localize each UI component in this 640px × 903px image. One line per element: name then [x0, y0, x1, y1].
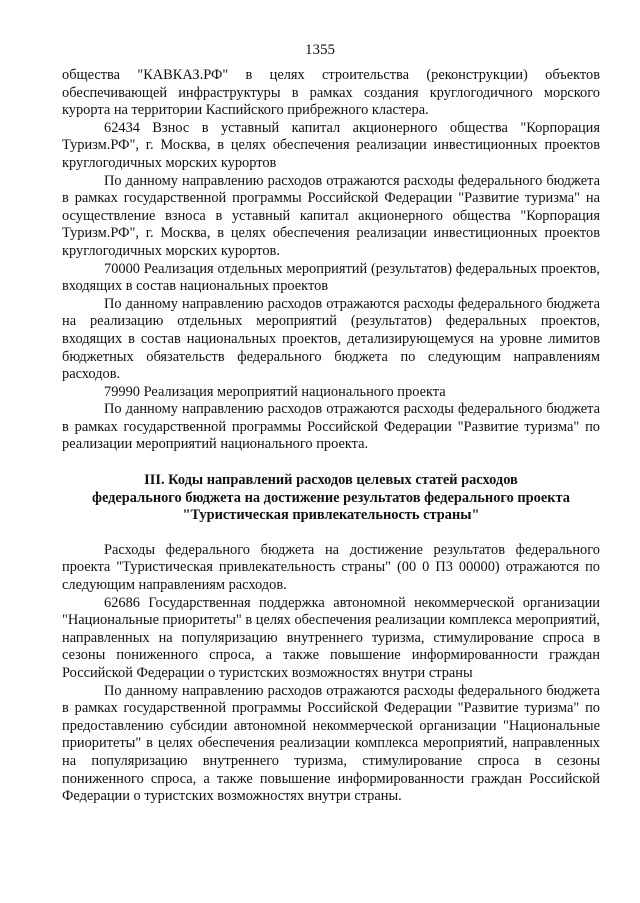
paragraph: По данному направлению расходов отражаются расходы федерального бюджета на реализацию отдельных мероприятий (результатов) федеральных проектов, входящих в состав национальных проектов, детализирующемуся на уровне лимитов бюджетных обязательств федерального бюджета по следующим направлениям расходов. [62, 295, 600, 383]
section-heading-line: III. Коды направлений расходов целевых статей расходов [144, 472, 518, 489]
paragraph: 62686 Государственная поддержка автономной некоммерческой организации "Национальные приоритеты" в целях обеспечения реализации комплекса мероприятий, направленных на популяризацию внутреннего туризма, стимулирование спроса в сезоны пониженного спроса, а также повышение информированности граждан Российской Федерации о туристских возможностях внутри страны [62, 594, 600, 681]
paragraph: 70000 Реализация отдельных мероприятий (результатов) федеральных проектов, входящих в состав национальных проектов [62, 260, 600, 295]
paragraph: Расходы федерального бюджета на достижение результатов федерального проекта "Туристическая привлекательность страны" (00 0 П3 00000) отражаются по следующим направлениям расходов. [62, 541, 600, 594]
section-heading [62, 472, 600, 525]
paragraph: 79990 Реализация мероприятий национального проекта [104, 383, 446, 400]
section-heading-line: федерального бюджета на достижение результатов федерального проекта [91, 489, 570, 506]
section-heading-line: "Туристическая привлекательность страны" [182, 507, 480, 524]
page-number: 1355 [305, 42, 335, 58]
paragraph: 62434 Взнос в уставный капитал акционерного общества "Корпорация Туризм.РФ", г. Москва, в целях обеспечения реализации инвестиционных проектов круглогодичных морских курортов [62, 119, 600, 171]
paragraph: По данному направлению расходов отражаются расходы федерального бюджета в рамках государственной программы Российской Федерации "Развитие туризма" по реализации мероприятий национального проекта. [62, 401, 600, 453]
paragraph: По данному направлению расходов отражаются расходы федерального бюджета в рамках государственной программы Российской Федерации "Развитие туризма" на осуществление взноса в уставный капитал акционерного общества "Корпорация Туризм.РФ", г. Москва, в целях обеспечения реализации инвестиционных проектов круглогодичных морских курортов. [62, 172, 600, 259]
paragraph: общества "КАВКАЗ.РФ" в целях строительства (реконструкции) объектов обеспечивающей инфраструктуры в рамках создания круглогодичного морского курорта на территории Каспийского прибрежного кластера. [62, 67, 600, 119]
paragraph: По данному направлению расходов отражаются расходы федерального бюджета в рамках государственной программы Российской Федерации "Развитие туризма" по предоставлению субсидии автономной некоммерческой организации "Национальные приоритеты" в целях обеспечения реализации комплекса мероприятий, направленных на популяризацию внутреннего туризма, стимулирование спроса в сезоны пониженного спроса, а также повышение информированности граждан Российской Федерации о туристских возможностях внутри страны. [62, 682, 600, 805]
document-body [62, 67, 600, 806]
